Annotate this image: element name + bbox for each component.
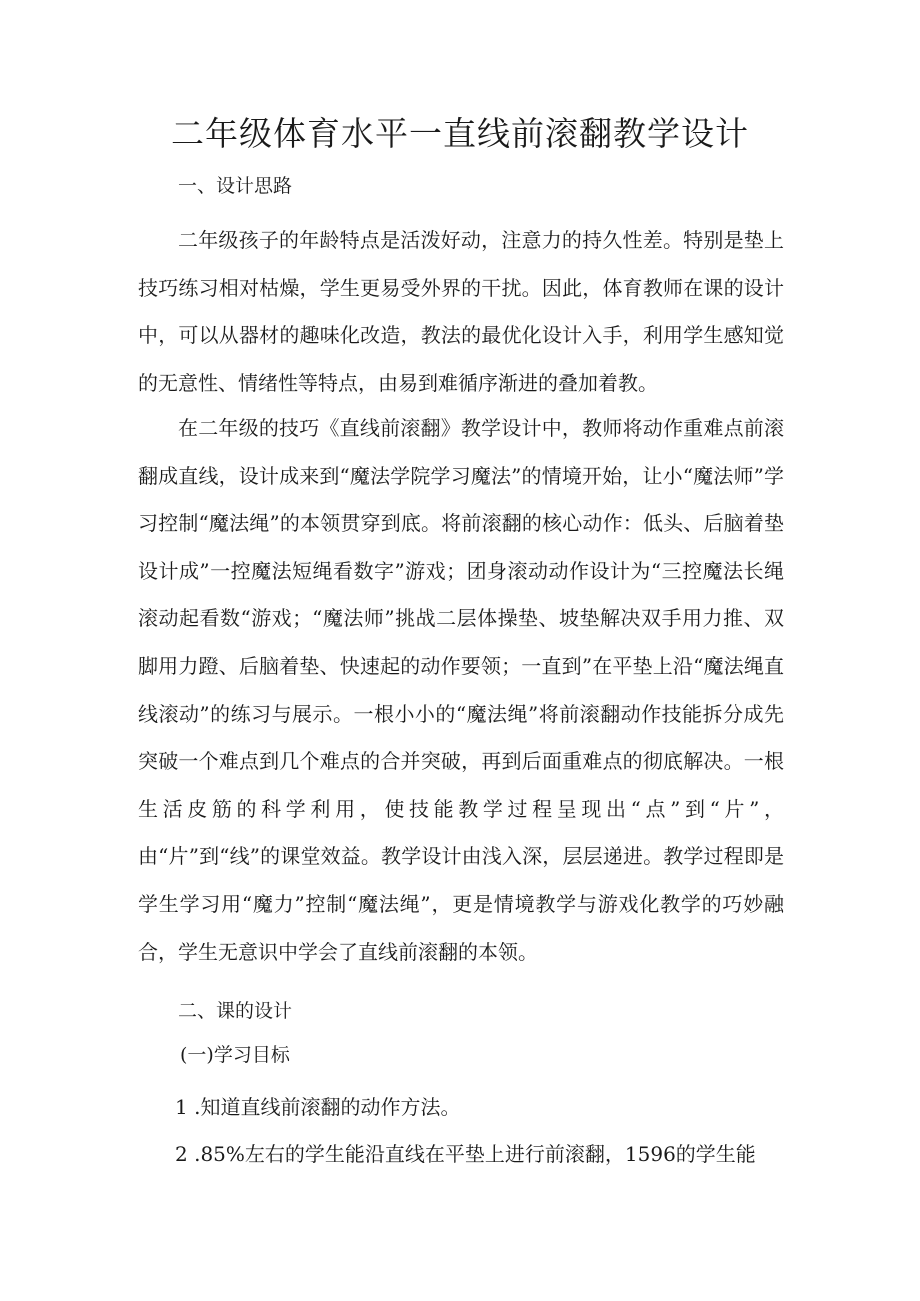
section-heading-lesson-design: 二、课的设计 — [178, 1000, 293, 1022]
paragraph-teaching-design: 在二年级的技巧《直线前滚翻》教学设计中，教师将动作重难点前滚翻成直线，设计成来到“魔法学院学习魔法”的情境开始，让小“魔法师”学习控制“魔法绳”的本领贯穿到底。将前滚翻的核心动作：低头、后脑着垫设计成”一控魔法短绳看数字”游戏；团身滚动动作设计为“三控魔法长绳滚动起看数“游戏；“魔法师”挑战二层体操垫、坡垫解决双手用力推、双脚用力蹬、后脑着垫、快速起的动作要领；一直到”在平垫上沿“魔法绳直线滚动”的练习与展示。一根小小的“魔法绳”将前滚翻动作技能拆分成先突破一个难点到几个难点的合并突破，再到后面重难点的彻底解决。一根生活皮筋的科学利用，使技能教学过程呈现出“点”到“片”，由“片”到“线”的课堂效益。教学设计由浅入深，层层递进。教学过程即是学生学习用“魔力”控制“魔法绳”，更是情境教学与游戏化教学的巧妙融合，学生无意识中学会了直线前滚翻的本领。 — [138, 416, 784, 964]
goal-item-2: 2 .85%左右的学生能沿直线在平垫上进行前滚翻，1596的学生能 — [175, 1142, 756, 1166]
paragraph-age-characteristics: 二年级孩子的年龄特点是活泼好动，注意力的持久性差。特别是垫上技巧练习相对枯燥，学生更易受外界的干扰。因此，体育教师在课的设计中，可以从器材的趣味化改造，教法的最优化设计入手，利用学生感知觉的无意性、情绪性等特点，由易到难循序渐进的叠加着教。 — [138, 228, 784, 395]
goal-item-1: 1 .知道直线前滚翻的动作方法。 — [175, 1095, 461, 1119]
section-heading-design-idea: 一、设计思路 — [178, 175, 293, 197]
subheading-learning-goals: (一)学习目标 — [180, 1044, 290, 1066]
document-title: 二年级体育水平一直线前滚翻教学设计 — [171, 114, 749, 153]
